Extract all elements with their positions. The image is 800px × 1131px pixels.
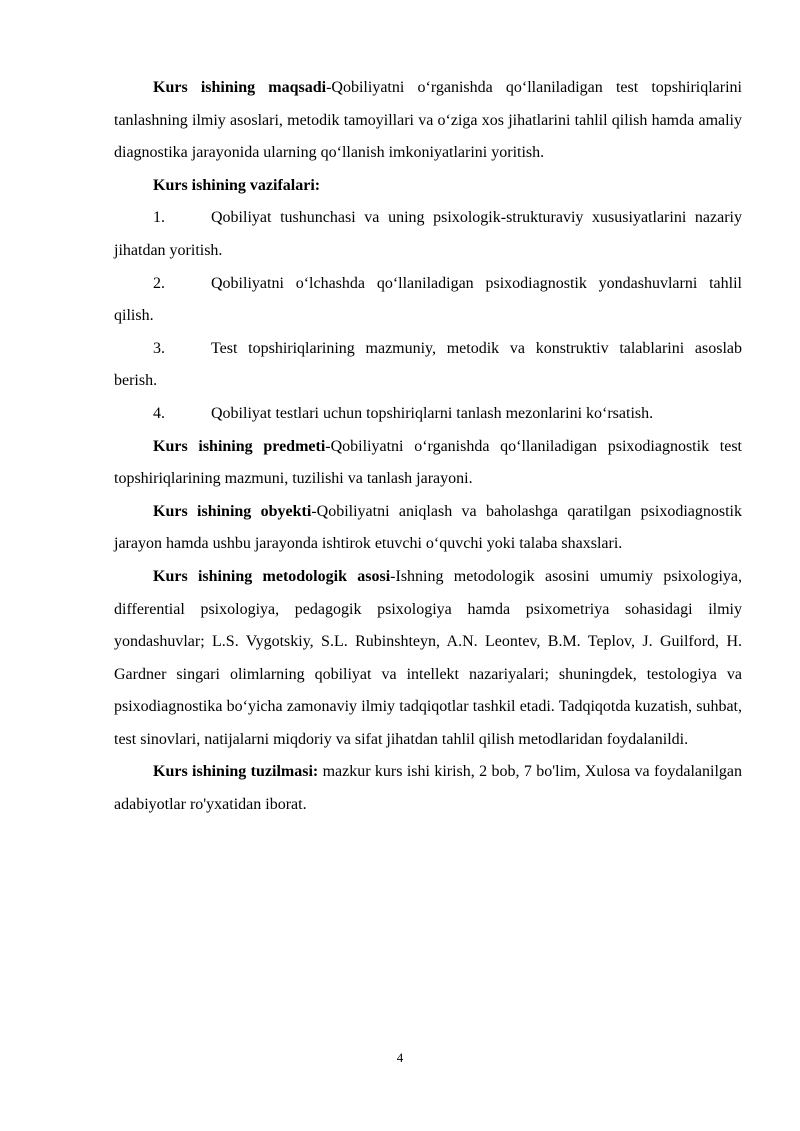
task-item-4 bbox=[114, 398, 742, 431]
methodology-paragraph bbox=[114, 561, 742, 757]
task-item-3 bbox=[114, 333, 742, 398]
task-item-2 bbox=[114, 268, 742, 333]
task-text: Qobiliyat tushunchasi va uning psixologik-strukturaviy xususiyatlarini nazariy jihatdan yoritish. bbox=[114, 209, 742, 259]
page-content bbox=[114, 72, 742, 822]
page-number: 4 bbox=[396, 1050, 404, 1065]
subject-text: -Qobiliyatni o‘rganishda qo‘llaniladigan psixodiagnostik test topshiriqlarining mazmuni, tuzilishi va tanlash jarayoni. bbox=[114, 437, 743, 488]
task-number: 1. bbox=[153, 209, 165, 227]
subject-paragraph bbox=[114, 431, 742, 496]
methodology-text: -Ishning metodologik asosini umumiy psixologiya, differential psixologiya, pedagogik psixologiya hamda psixometriya sohasidagi ilmiy yondashuvlar; L.S. Vygotskiy, S.L. Rubinshteyn, A.N. Leontev, B.M. Teplov, J. Guilford, H. Gardner singari olimlarning qobiliyat va intellekt nazariyalari; shuningdek, testologiya va psixodiagnostika bo‘yicha zamonaviy ilmiy tadqiqotlar tashkil etadi. Tadqiqotda kuzatish, suhbat, test sinovlari, natijalarni miqdoriy va sifat jihatdan tahlil qilish metodlaridan foydalanildi. bbox=[114, 567, 743, 748]
structure-text: mazkur kurs ishi kirish, 2 bob, 7 bo'lim, Xulosa va foydalanilgan adabiyotlar ro'yxatidan iborat. bbox=[114, 763, 742, 814]
methodology-heading: Kurs ishining metodologik asosi bbox=[153, 567, 391, 585]
task-number: 2. bbox=[153, 274, 165, 292]
object-paragraph bbox=[114, 496, 742, 561]
object-heading: Kurs ishining obyekti bbox=[153, 502, 312, 520]
structure-paragraph bbox=[114, 756, 742, 821]
task-text: Test topshiriqlarining mazmuniy, metodik va konstruktiv talablarini asoslab berish. bbox=[114, 339, 742, 390]
goal-heading: Kurs ishining maqsadi bbox=[153, 79, 327, 96]
goal-text: -Qobiliyatni o‘rganishda qo‘llaniladigan test topshiriqlarini tanlashning ilmiy asoslari, metodik tamoyillari va o‘ziga xos jihatlarini tahlil qilish hamda amaliy diagnostika jarayonida ularning qo‘llanish imkoniyatlarini yoritish. bbox=[114, 79, 742, 162]
task-number: 4. bbox=[153, 404, 165, 422]
subject-heading: Kurs ishining predmeti bbox=[153, 437, 326, 455]
goal-paragraph bbox=[114, 72, 742, 170]
tasks-heading: Kurs ishining vazifalari: bbox=[153, 176, 321, 194]
task-item-1 bbox=[114, 202, 742, 267]
task-number: 3. bbox=[153, 339, 165, 357]
structure-heading: Kurs ishining tuzilmasi: bbox=[153, 763, 319, 781]
task-text: Qobiliyatni o‘lchashda qo‘llaniladigan psixodiagnostik yondashuvlarni tahlil qilish. bbox=[114, 274, 742, 325]
task-text: Qobiliyat testlari uchun topshiriqlarni tanlash mezonlarini ko‘rsatish. bbox=[211, 404, 654, 422]
object-text: -Qobiliyatni aniqlash va baholashga qaratilgan psixodiagnostik jarayon hamda ushbu jarayonda ishtirok etuvchi o‘quvchi yoki talaba shaxslari. bbox=[114, 502, 742, 553]
